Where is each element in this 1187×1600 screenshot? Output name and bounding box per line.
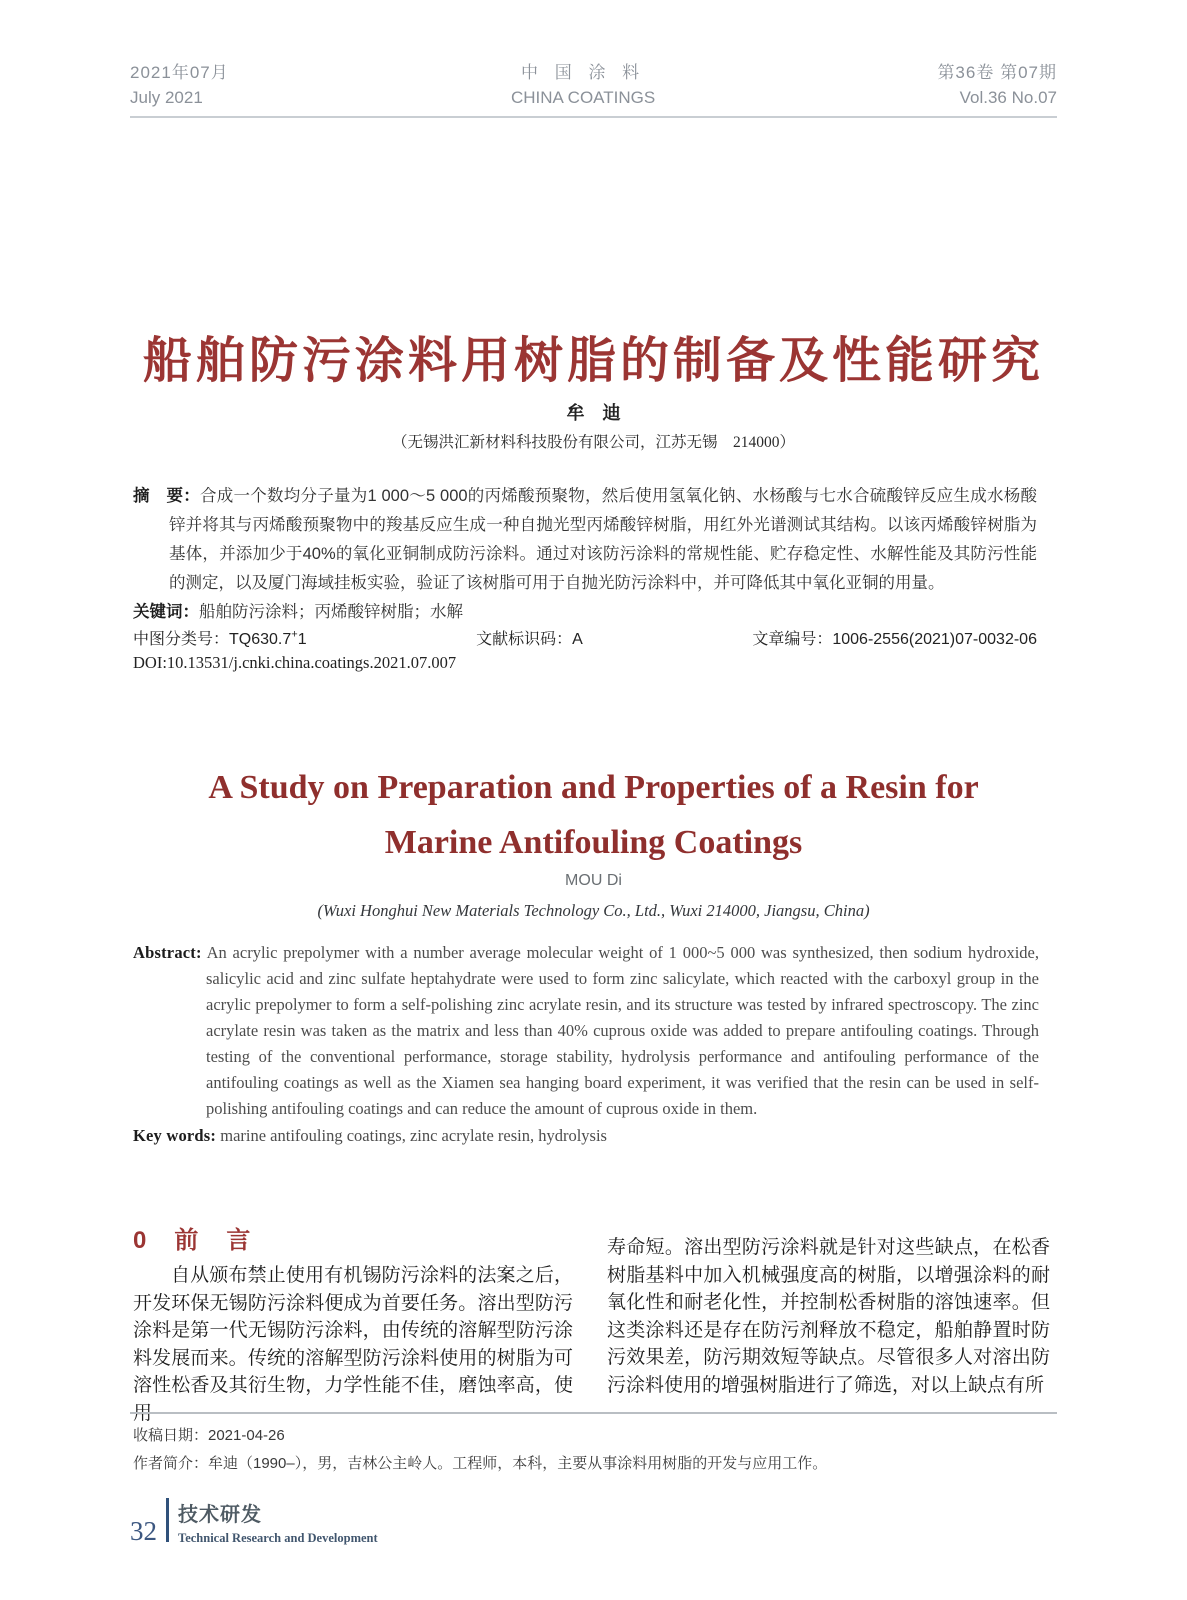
article-title-en-line2: Marine Antifouling Coatings <box>384 824 803 861</box>
header-issue <box>937 60 1057 110</box>
clc-superscript: + <box>291 628 298 641</box>
document-code: 文献标识码：A <box>476 631 583 648</box>
article-title-en <box>0 760 1187 870</box>
clc-tail: 1 <box>297 631 307 648</box>
clc-prefix: 中图分类号：TQ630.7 <box>133 631 292 648</box>
keywords-en <box>133 1126 1039 1146</box>
clc-number <box>133 626 307 649</box>
keywords-cn <box>133 598 1037 622</box>
abstract-en <box>133 940 1039 1122</box>
footer-column-en: Technical Research and Development <box>178 1531 378 1545</box>
abstract-cn <box>133 482 1037 598</box>
header-date-cn: 2021年07月 <box>130 63 229 82</box>
article-title-en-line1: A Study on Preparation and Properties of a Resin for <box>208 769 979 806</box>
body-paragraph-right: 寿命短。溶出型防污涂料就是针对这些缺点，在松香树脂基料中加入机械强度高的树脂，以增强涂料的耐氧化性和耐老化性，并控制松香树脂的溶蚀速率。但这类涂料还是存在防污剂释放不稳定，船舶静置时防污效果差，防污期效短等缺点。尽管很多人对溶出防污涂料使用的增强树脂进行了筛选，对以上缺点有所 <box>607 1237 1050 1396</box>
header-issue-en: Vol.36 No.07 <box>959 88 1057 107</box>
page-footer <box>130 1498 378 1546</box>
abstract-text-cn: 合成一个数均分子量为1 000～5 000的丙烯酸预聚物，然后使用氢氧化钠、水杨酸与七水合硫酸锌反应生成水杨酸锌并将其与丙烯酸预聚物中的羧基反应生成一种自抛光型丙烯酸锌树脂，用红外光谱测试其结构。以该丙烯酸锌树脂为基体，并添加少于40%的氧化亚铜制成防污涂料。通过对该防污涂料的常规性能、贮存稳定性、水解性能及其防污性能的测定，以及厦门海域挂板实验，验证了该树脂可用于自抛光防污涂料中，并可降低其中氧化亚铜的用量。 <box>169 487 1037 592</box>
header-date-en: July 2021 <box>130 88 203 107</box>
running-head <box>130 60 1057 118</box>
journal-name-cn: 中 国 涂 料 <box>521 63 646 82</box>
affiliation-cn: （无锡洪汇新材料科技股份有限公司，江苏无锡 214000） <box>391 434 795 451</box>
journal-name <box>511 60 655 110</box>
article-title-cn: 船舶防污涂料用树脂的制备及性能研究 <box>142 334 1044 388</box>
body-column-left <box>133 1262 573 1427</box>
abstract-label-en: Abstract: <box>133 943 202 962</box>
header-date <box>130 60 229 110</box>
keywords-label-en: Key words: <box>133 1126 217 1145</box>
author-name-en: MOU Di <box>565 872 622 889</box>
doi: DOI:10.13531/j.cnki.china.coatings.2021.07.007 <box>133 653 457 672</box>
header-issue-cn: 第36卷 第07期 <box>937 63 1057 82</box>
author-name-cn: 牟 迪 <box>566 403 621 423</box>
body-column-right <box>607 1234 1050 1399</box>
affiliation-en: (Wuxi Honghui New Materials Technology Co., Ltd., Wuxi 214000, Jiangsu, China) <box>317 901 870 920</box>
keywords-label-cn: 关键词： <box>133 603 199 621</box>
footer-column-cn: 技术研发 <box>178 1504 262 1526</box>
keywords-text-cn: 船舶防污涂料；丙烯酸锌树脂；水解 <box>199 603 463 621</box>
article-meta-row <box>133 626 1037 649</box>
body-paragraph-left: 自从颁布禁止使用有机锡防污涂料的法案之后，开发环保无锡防污涂料便成为首要任务。溶出型防污涂料是第一代无锡防污涂料，由传统的溶解型防污涂料发展而来。传统的溶解型防污涂料使用的树脂为可溶性松香及其衍生物，力学性能不佳，磨蚀率高，使用 <box>133 1265 573 1424</box>
section-heading-intro: 0 前 言 <box>133 1227 253 1254</box>
article-number: 文章编号：1006-2556(2021)07-0032-06 <box>752 631 1037 648</box>
keywords-text-en: marine antifouling coatings, zinc acrylate resin, hydrolysis <box>220 1126 607 1145</box>
abstract-label-cn: 摘 要： <box>133 487 200 505</box>
abstract-text-en: An acrylic prepolymer with a number average molecular weight of 1 000~5 000 was synthesized, then sodium hydroxide, salicylic acid and zinc sulfate heptahydrate were used to form zinc salicylate, which reacted with the carboxyl group in the acrylic prepolymer to form a self-polishing zinc acrylate resin, and its structure was tested by infrared spectroscopy. The zinc acrylate resin was taken as the matrix and less than 40% cuprous oxide was added to prepare antifouling coatings. Through testing of the conventional performance, storage stability, hydrolysis performance and antifouling performance of the antifouling coatings as well as the Xiamen sea hanging board experiment, it was verified that the resin can be used in self-polishing antifouling coatings and can reduce the amount of cuprous oxide in them. <box>206 943 1039 1118</box>
footnote-divider <box>130 1412 1057 1414</box>
page-number: 32 <box>130 1516 157 1546</box>
journal-name-en: CHINA COATINGS <box>510 88 656 107</box>
author-biography: 作者简介：牟迪（1990–），男，吉林公主岭人。工程师，本科，主要从事涂料用树脂的开发与应用工作。 <box>133 1455 828 1472</box>
footer-column-info <box>169 1498 378 1546</box>
received-date: 收稿日期：2021-04-26 <box>133 1427 285 1444</box>
